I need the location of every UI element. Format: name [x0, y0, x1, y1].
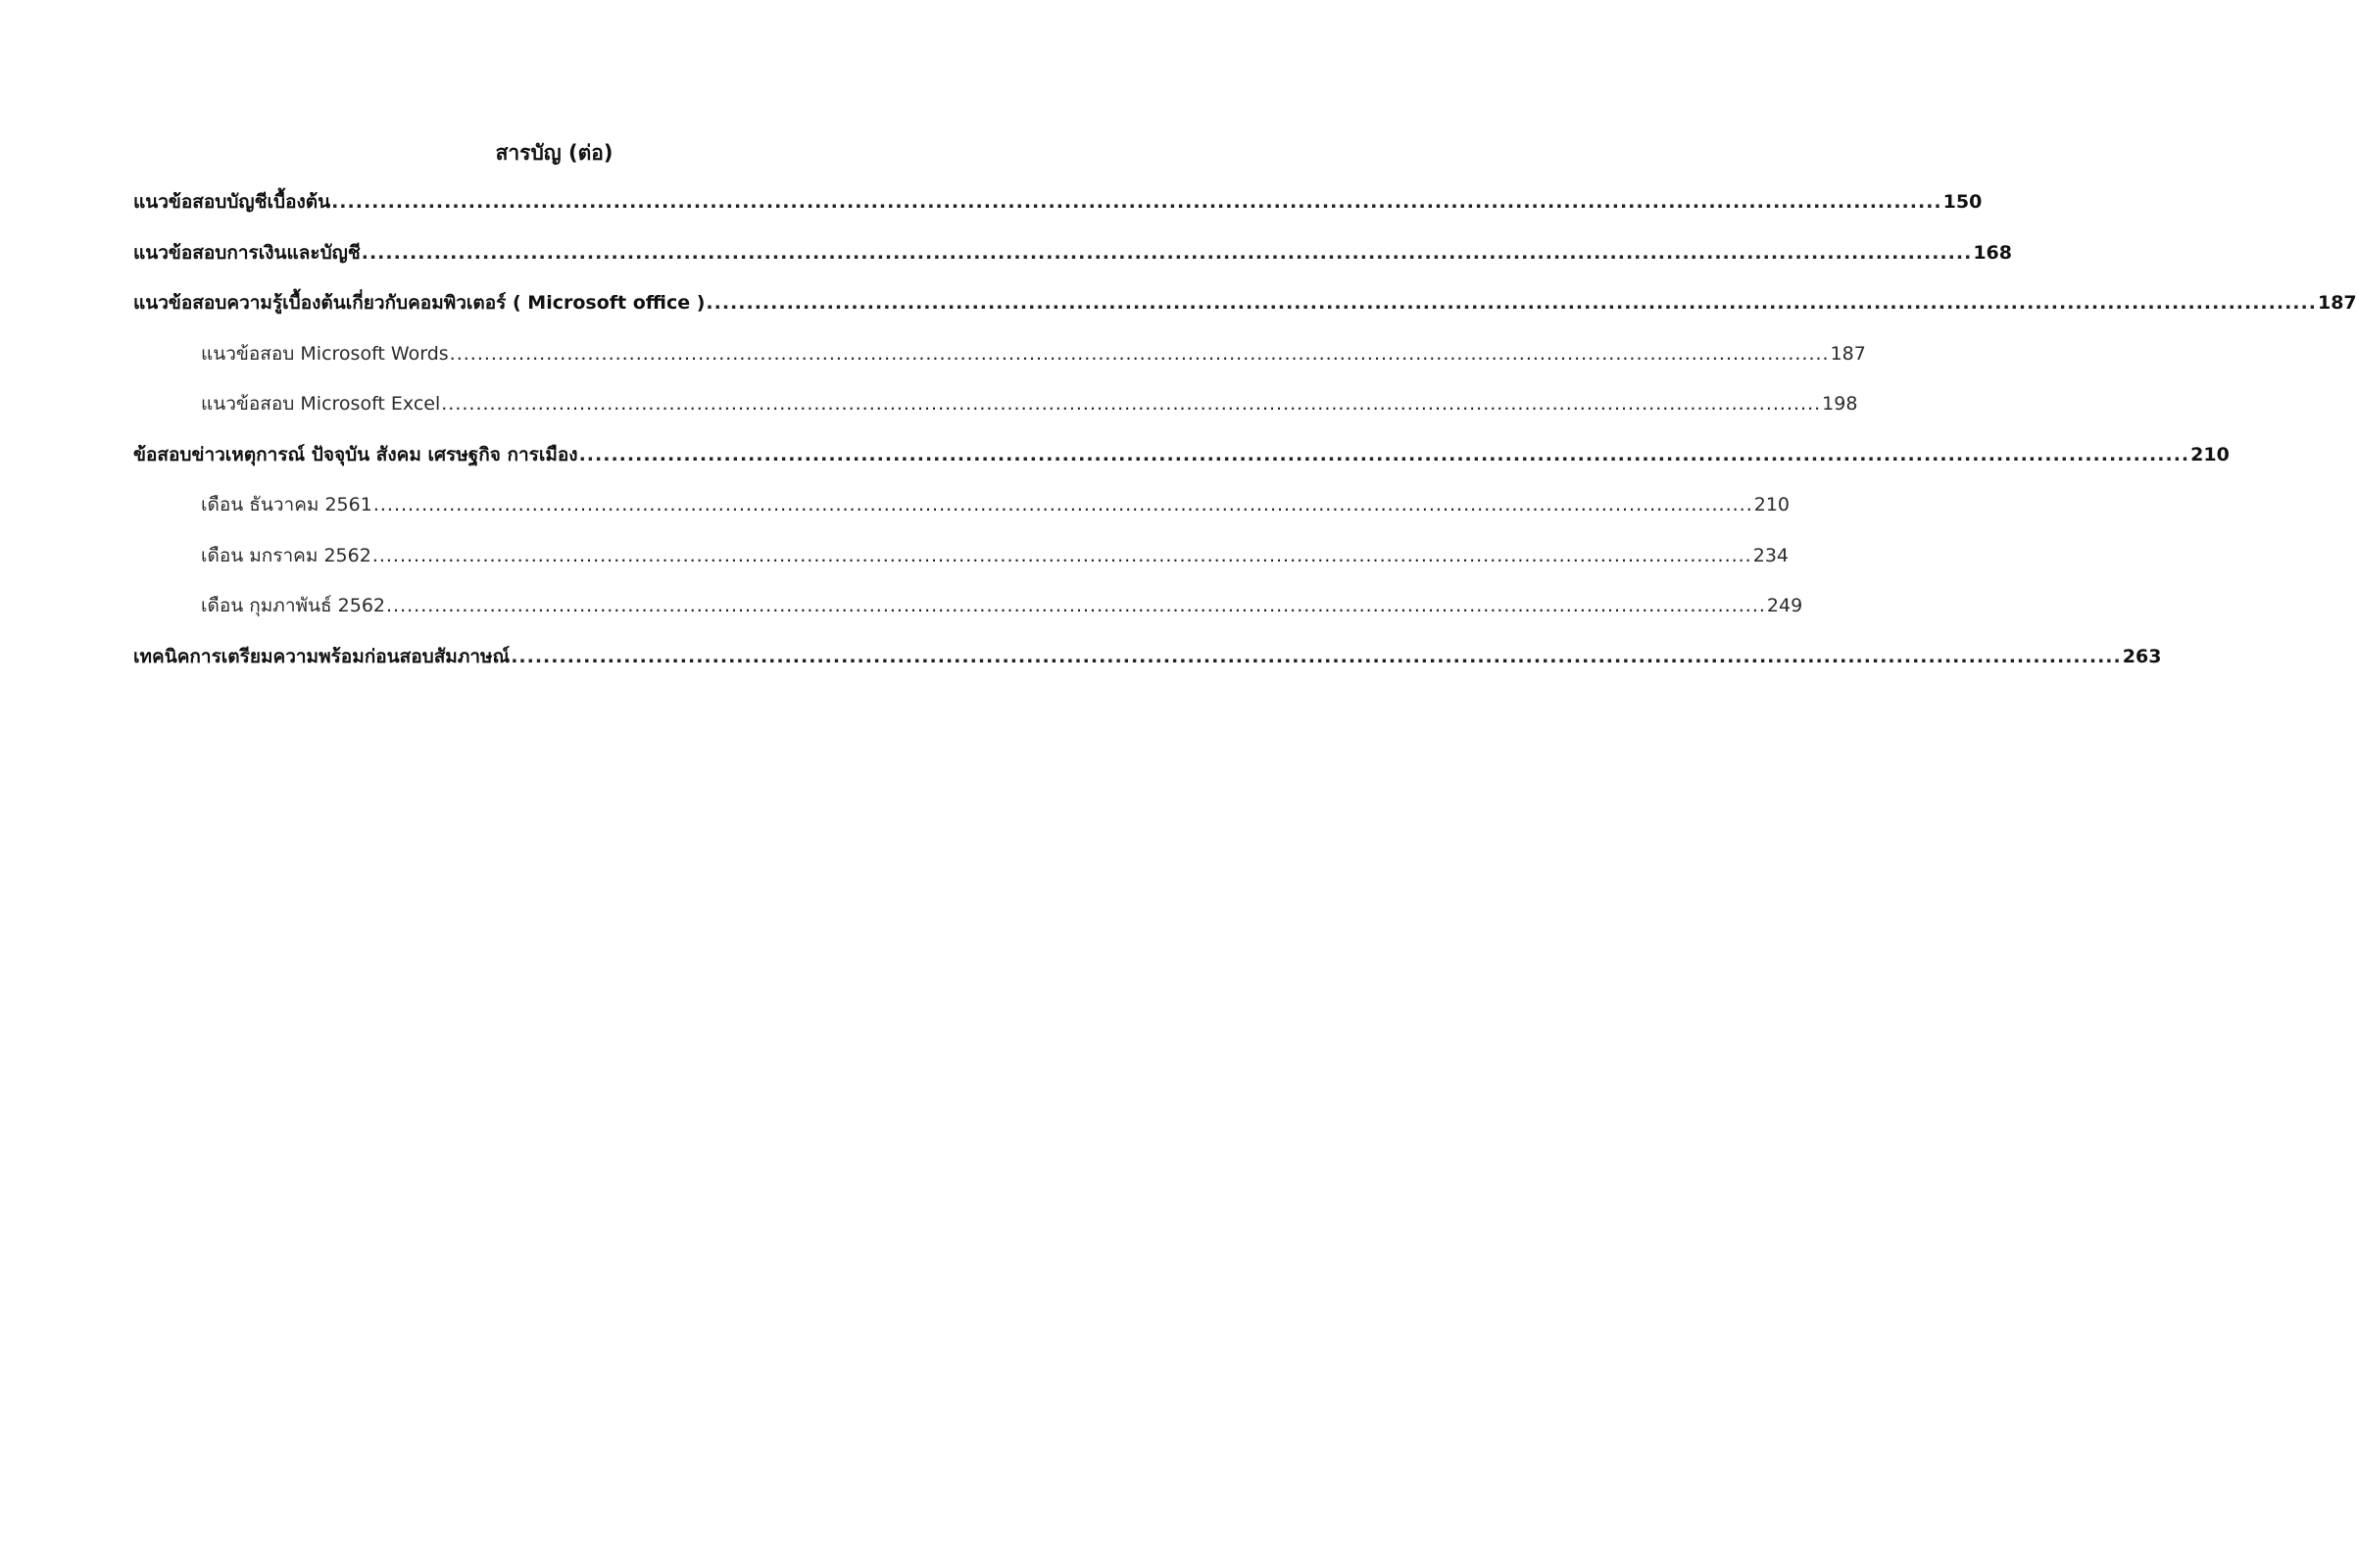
- toc-entry-label: ข้อสอบข่าวเหตุการณ์ ปัจจุบัน สังคม เศรษฐกิจ การเมือง: [133, 443, 578, 466]
- toc-entry-page: 234: [1752, 544, 1789, 566]
- toc-leader-dots: ........................................................................................................................................................................................................: [361, 241, 1973, 264]
- toc-entry-label: เดือน กุมภาพันธ์ 2562: [201, 595, 385, 616]
- toc-leader-dots: ........................................................................................................................................................................................................: [371, 544, 1752, 566]
- toc-entry: [133, 237, 2012, 288]
- toc-entry-label: เทคนิคการเตรียมความพร้อมก่อนสอบสัมภาษณ์: [133, 645, 511, 667]
- toc-entry-label: แนวข้อสอบบัญชีเบื้องต้น: [133, 191, 331, 213]
- toc-entry-label: แนวข้อสอบ Microsoft Excel: [201, 393, 441, 415]
- toc-leader-dots: ........................................................................................................................................................................................................: [511, 645, 2122, 667]
- toc-entry-page: 198: [1822, 393, 1858, 415]
- toc-leader-dots: ........................................................................................................................................................................................................: [331, 191, 1942, 213]
- toc-entry-label: แนวข้อสอบการเงินและบัญชี: [133, 241, 361, 264]
- toc-leader-dots: ........................................................................................................................................................................................................: [372, 494, 1753, 515]
- toc-leader-dots: ........................................................................................................................................................................................................: [441, 393, 1822, 415]
- toc-leader-dots: ........................................................................................................................................................................................................: [386, 595, 1766, 616]
- toc-subentry: [133, 489, 1791, 540]
- toc-entry-page: 210: [1753, 494, 1791, 515]
- toc-entry: [133, 287, 2357, 338]
- toc-subentry: [133, 388, 1858, 439]
- toc-entry-page: 249: [1766, 595, 1803, 616]
- toc-subentry: [133, 338, 1866, 389]
- toc-entry-label: แนวข้อสอบ Microsoft Words: [201, 342, 449, 365]
- toc-entry-page: 187: [1830, 342, 1866, 365]
- toc-entry: [133, 186, 1983, 237]
- toc-subentry: [133, 540, 1789, 591]
- toc-entry-page: 263: [2122, 645, 2162, 667]
- toc-entry-label: เดือน มกราคม 2562: [201, 544, 371, 566]
- toc-entry-page: 187: [2317, 292, 2357, 314]
- toc-entry: [133, 439, 2230, 490]
- toc-entry: [133, 641, 2162, 692]
- toc-leader-dots: ........................................................................................................................................................................................................: [706, 292, 2317, 314]
- toc-entry-page: 150: [1942, 191, 1983, 213]
- toc-leader-dots: ........................................................................................................................................................................................................: [449, 342, 1830, 365]
- toc-leader-dots: ........................................................................................................................................................................................................: [578, 443, 2190, 466]
- toc-entry-label: เดือน ธันวาคม 2561: [201, 494, 372, 515]
- toc-subentry: [133, 590, 1803, 641]
- toc-entry-page: 168: [1973, 241, 2012, 264]
- toc-entry-label: แนวข้อสอบความรู้เบื้องต้นเกี่ยวกับคอมพิวเตอร์ ( Microsoft office ): [133, 292, 706, 314]
- table-of-contents: [133, 186, 2357, 691]
- toc-entry-page: 210: [2190, 443, 2230, 466]
- page-title: สารบัญ (ต่อ): [495, 141, 614, 165]
